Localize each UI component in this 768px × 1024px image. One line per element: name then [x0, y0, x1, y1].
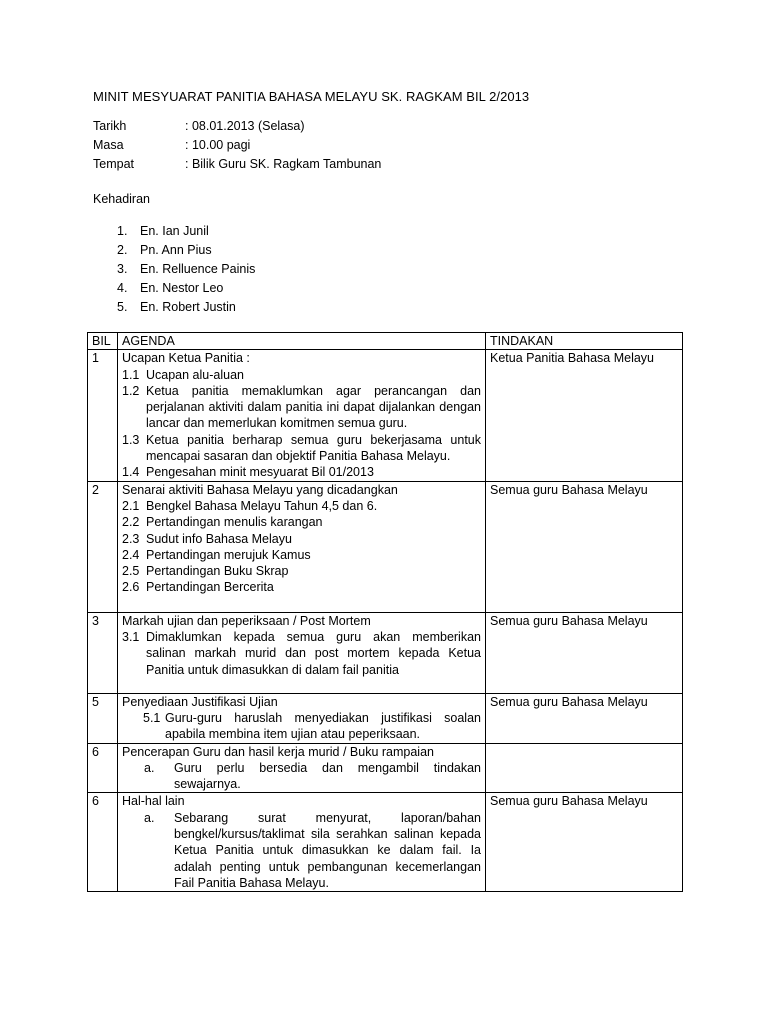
item-text: Sudut info Bahasa Melayu: [146, 531, 292, 546]
item-text: Sebarang surat menyurat, laporan/bahan bengkel/kursus/taklimat sila serahkan salinan kepada Ketua Panitia untuk dimasukkan ke dalam fail. Ia adalah penting untuk pembangunan kecemerlangan Fail Panitia Bahasa Melayu.: [174, 810, 481, 890]
item-text: Pertandingan Bercerita: [146, 580, 274, 595]
agenda-item: [122, 383, 481, 432]
agenda-cell: [118, 693, 486, 743]
item-text: Dimaklumkan kepada semua guru akan memberikan salinan markah murid dan post mortem kepada Ketua Panitia untuk dimasukkan di dalam fail panitia: [146, 629, 481, 677]
agenda-item: [122, 563, 481, 579]
agenda-heading: Hal-hal lain: [122, 794, 185, 809]
action-cell: Semua guru Bahasa Melayu: [486, 793, 683, 892]
agenda-cell: [118, 481, 486, 612]
item-number: 2.4: [122, 547, 140, 562]
item-number: 2.2: [122, 515, 140, 530]
header-tindakan: TINDAKAN: [486, 333, 683, 350]
row-number: 2: [88, 481, 118, 612]
table-row: [88, 793, 683, 892]
meta-label: Masa: [93, 138, 124, 152]
agenda-cell: [118, 793, 486, 892]
item-text: Pertandingan Buku Skrap: [146, 564, 289, 579]
item-text: Bengkel Bahasa Melayu Tahun 4,5 dan 6.: [146, 498, 378, 513]
meta-row-time: [93, 136, 381, 155]
meta-row-date: [93, 117, 381, 136]
item-text: Guru-guru haruslah menyediakan justifikasi soalan apabila membina item ujian atau peperiksaan.: [165, 710, 481, 742]
item-number: 1.1: [122, 367, 140, 382]
item-text: Ketua panitia memaklumkan agar perancangan dan perjalanan aktiviti dalam panitia ini dapat dijalankan dengan lancar dan memerlukan komitmen semua guru.: [146, 383, 481, 431]
attendee-name: En. Robert Justin: [140, 300, 236, 314]
meta-label: Tempat: [93, 157, 134, 171]
agenda-heading: Penyediaan Justifikasi Ujian: [122, 694, 278, 709]
header-agenda: AGENDA: [118, 333, 486, 350]
attendee-number: 4.: [117, 281, 128, 295]
header-bil: BIL: [88, 333, 118, 350]
item-text: Pengesahan minit mesyuarat Bil 01/2013: [146, 465, 374, 480]
item-text: Pertandingan merujuk Kamus: [146, 547, 311, 562]
attendee-number: 2.: [117, 243, 128, 257]
action-cell: Semua guru Bahasa Melayu: [486, 481, 683, 612]
attendee-name: Pn. Ann Pius: [140, 243, 212, 257]
agenda-item: [122, 367, 481, 383]
table-header-row: [88, 333, 683, 350]
table-row: [88, 350, 683, 481]
attendee-item: [117, 241, 255, 260]
action-cell: Semua guru Bahasa Melayu: [486, 612, 683, 693]
attendee-name: En. Ian Junil: [140, 224, 209, 238]
attendee-name: En. Nestor Leo: [140, 281, 224, 295]
action-cell: Semua guru Bahasa Melayu: [486, 693, 683, 743]
agenda-heading: Ucapan Ketua Panitia :: [122, 351, 250, 366]
document-title: MINIT MESYUARAT PANITIA BAHASA MELAYU SK. RAGKAM BIL 2/2013: [93, 89, 530, 104]
item-text: Ucapan alu-aluan: [146, 367, 244, 382]
attendee-item: [117, 298, 255, 317]
item-text: Guru perlu bersedia dan mengambil tindakan sewajarnya.: [174, 760, 481, 792]
agenda-item: [122, 514, 481, 530]
item-number: 1.2: [122, 383, 140, 398]
agenda-item: [122, 760, 481, 793]
row-number: 6: [88, 743, 118, 793]
item-number: 5.1: [143, 710, 161, 725]
item-number: a.: [144, 810, 155, 825]
attendee-item: [117, 260, 255, 279]
agenda-item: [122, 432, 481, 465]
row-number: 3: [88, 612, 118, 693]
meta-row-place: [93, 155, 381, 174]
action-cell: Ketua Panitia Bahasa Melayu: [486, 350, 683, 481]
agenda-cell: [118, 612, 486, 693]
table-row: [88, 481, 683, 612]
attendee-item: [117, 222, 255, 241]
agenda-heading: Markah ujian dan peperiksaan / Post Mortem: [122, 613, 371, 628]
agenda-table: [87, 332, 683, 892]
attendee-number: 5.: [117, 300, 128, 314]
agenda-item: [122, 579, 481, 595]
attendance-heading: Kehadiran: [93, 192, 150, 206]
table-row: [88, 612, 683, 693]
item-number: 3.1: [122, 629, 140, 644]
meta-value: : 10.00 pagi: [185, 138, 251, 152]
meta-value: : Bilik Guru SK. Ragkam Tambunan: [185, 157, 382, 171]
item-text: Pertandingan menulis karangan: [146, 515, 323, 530]
attendee-number: 3.: [117, 262, 128, 276]
action-cell: [486, 743, 683, 793]
agenda-item: [122, 531, 481, 547]
row-number: 5: [88, 693, 118, 743]
agenda-cell: [118, 743, 486, 793]
table-row: [88, 743, 683, 793]
row-number: 6: [88, 793, 118, 892]
attendee-number: 1.: [117, 224, 128, 238]
item-number: 1.4: [122, 465, 140, 480]
agenda-heading: Pencerapan Guru dan hasil kerja murid / Buku rampaian: [122, 744, 434, 759]
meta-value: : 08.01.2013 (Selasa): [185, 119, 305, 133]
item-number: 2.6: [122, 580, 140, 595]
item-number: 2.3: [122, 531, 140, 546]
item-number: 2.5: [122, 564, 140, 579]
agenda-item: [122, 629, 481, 678]
agenda-item: [122, 710, 481, 743]
row-number: 1: [88, 350, 118, 481]
item-number: 1.3: [122, 432, 140, 447]
meta-label: Tarikh: [93, 119, 127, 133]
item-number: 2.1: [122, 498, 140, 513]
item-number: a.: [144, 760, 155, 775]
meeting-details: [93, 117, 381, 174]
agenda-cell: [118, 350, 486, 481]
agenda-heading: Senarai aktiviti Bahasa Melayu yang dicadangkan: [122, 482, 398, 497]
attendee-name: En. Relluence Painis: [140, 262, 256, 276]
agenda-item: [122, 498, 481, 514]
agenda-item: [122, 547, 481, 563]
agenda-item: [122, 810, 481, 891]
agenda-item: [122, 464, 481, 480]
attendee-item: [117, 279, 255, 298]
item-text: Ketua panitia berharap semua guru bekerjasama untuk mencapai sasaran dan objektif Panitia Bahasa Melayu.: [146, 432, 481, 464]
table-row: [88, 693, 683, 743]
attendee-list: [117, 222, 255, 317]
